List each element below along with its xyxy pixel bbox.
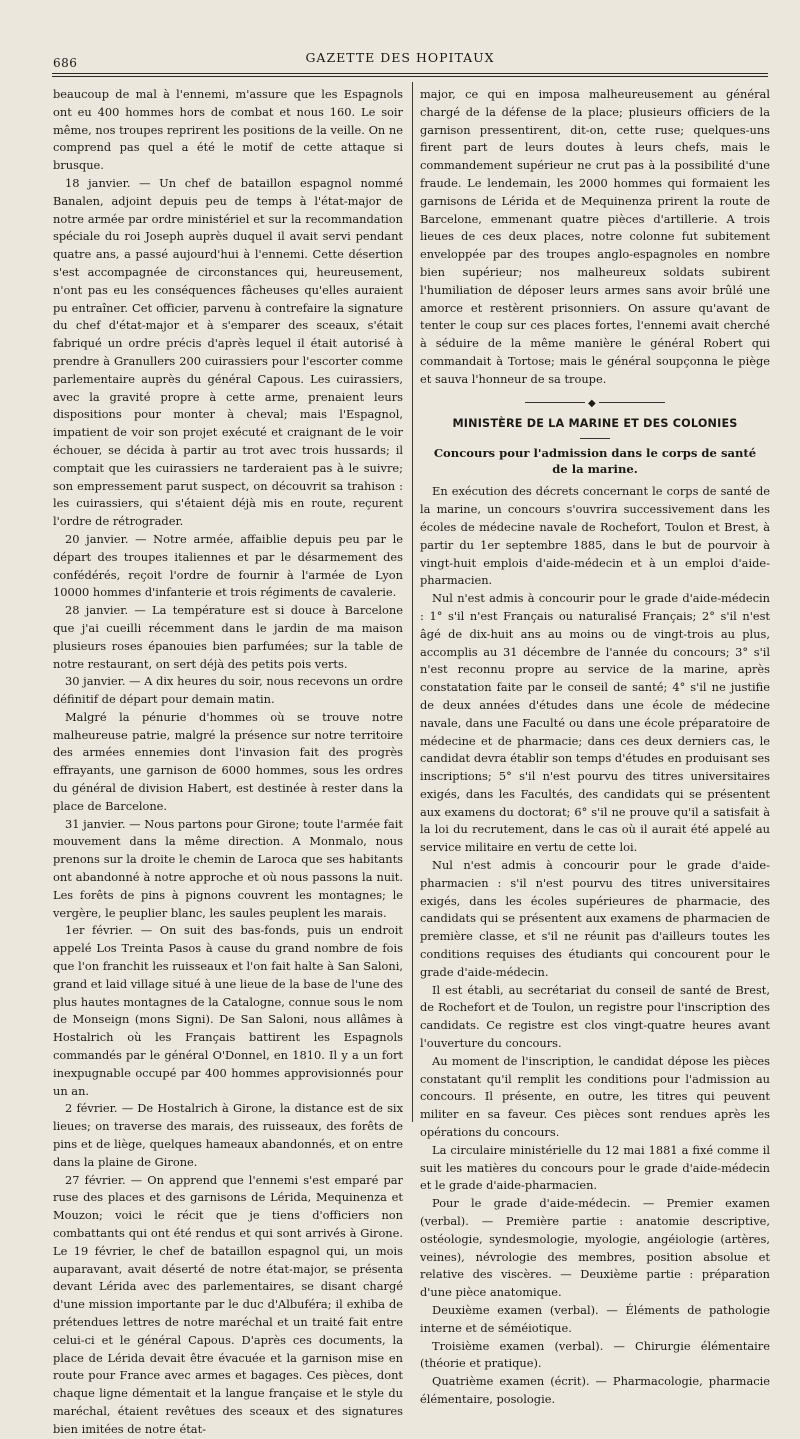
page-number: 686 bbox=[53, 56, 78, 70]
paragraph: 1er février. — On suit des bas-fonds, puis un endroit appelé Los Treinta Pasos à cause du grand nombre de fois que l'on franchit les ruisseaux et l'on fait halte à San Saloni, grand et laid village situé à une lieue de la base de l'une des plus hautes montagnes de la Catalogne, connue sous le nom de Monseign (mons Signi). De San Saloni, nous allâmes à Hostalrich où les Français battirent les Espagnols commandés par le général O'Donnel, en 1810. Il y a un fort inexpugnable occupé par 400 hommes approvisionnés pour un an. bbox=[53, 923, 403, 1098]
paragraph: 28 janvier. — La température est si douce à Barcelone que j'ai cueilli récemment dans le jardin de ma maison plusieurs roses épanouies bien parfumées; sur la table de notre restaurant, on sert déjà des petits pois verts. bbox=[53, 603, 403, 671]
paragraph: 2 février. — De Hostalrich à Girone, la distance est de six lieues; on traverse des marais, des ruisseaux, des forêts de pins et de liège, quelques hameaux abandonnés, et on entre dans la plaine de Girone. bbox=[53, 1101, 403, 1169]
section-ornament: ◆ bbox=[525, 399, 665, 407]
running-head: GAZETTE DES HOPITAUX bbox=[305, 50, 495, 65]
section-title: MINISTÈRE DE LA MARINE ET DES COLONIES bbox=[452, 416, 738, 430]
paragraph: Il est établi, au secrétariat du conseil de santé de Brest, de Rochefort et de Toulon, un registre pour l'inscription des candidats. Ce registre est clos vingt-quatre heures avant l'ouverture du concours. bbox=[420, 982, 770, 1051]
paragraph: Au moment de l'inscription, le candidat dépose les pièces constatant qu'il remplit les conditions pour l'admission au concours. Il présente, en outre, les titres qui peuvent militer en sa faveur. Ces pièces sont rendues après les opérations du concours. bbox=[420, 1053, 770, 1140]
right-column bbox=[420, 86, 770, 1409]
paragraph: 31 janvier. — Nous partons pour Girone; toute l'armée fait mouvement dans la même direction. A Monmalo, nous prenons sur la droite le chemin de Laroca que ses habitants ont abandonné à notre approche et où nous passons la nuit. Les forêts de pins à pignons couvrent les montagnes; le vergère, le peuplier blanc, les saules peuplent les marais. bbox=[53, 816, 403, 920]
paragraph: Nul n'est admis à concourir pour le grade d'aide-pharmacien : s'il n'est pourvu des titres universitaires exigés, dans les écoles supérieures de pharmacie, des candidats qui se présentent aux examens de pharmacien de première classe, et s'il ne réunit pas d'ailleurs toutes les conditions requises des étudiants qui concourent pour le grade d'aide-médecin. bbox=[420, 858, 770, 979]
paragraph: Pour le grade d'aide-médecin. — Premier examen (verbal). — Première partie : anatomie descriptive, ostéologie, syndesmologie, myologie, angéiologie (artères, veines), névrologie des membres, position absolue et relative des viscères. — Deuxième partie : préparation d'une pièce anatomique. bbox=[420, 1196, 770, 1300]
paragraph: Troisième examen (verbal). — Chirurgie élémentaire (théorie et pratique). bbox=[420, 1338, 770, 1371]
column-divider bbox=[412, 82, 413, 1122]
paragraph: 20 janvier. — Notre armée, affaiblie depuis peu par le départ des troupes italiennes et par le désarmement des confédérés, reçoit l'ordre de fournir à l'armée de Lyon 10000 hommes d'infanterie et trois régiments de cavalerie. bbox=[53, 531, 403, 600]
paragraph: major, ce qui en imposa malheureusement au général chargé de la défense de la place; plusieurs officiers de la garnison pressentirent, dit-on, cette ruse; quelques-uns firent part de leurs doutes à leurs chefs, mais le commandement supérieur ne crut pas à la possibilité d'une fraude. Le lendemain, les 2000 hommes qui formaient les garnisons de Lérida et de Mequinenza prirent la route de Barcelone, emmenant quatre pièces d'artillerie. A trois lieues de ces deux places, notre colonne fut subitement enveloppée par des troupes anglo-espagnoles en nombre bien supérieur; nos malheureux soldats subirent l'humiliation de déposer leurs armes sans avoir brûlé une amorce et restèrent prisonniers. On assure qu'avant de tenter le coup sur ces places fortes, l'ennemi avait cherché à séduire de la même manière le général Robert qui commandait à Tortose; mais le général soupçonna le piège et sauva l'honneur de sa troupe. bbox=[420, 87, 770, 386]
paragraph: En exécution des décrets concernant le corps de santé de la marine, un concours s'ouvrira successivement dans les écoles de médecine navale de Rochefort, Toulon et Brest, à partir du 1er septembre 1885, dans le but de pourvoir à vingt-huit emplois d'aide-médecin et à un emploi d'aide-pharmacien. bbox=[420, 484, 770, 588]
article-title: Concours pour l'admission dans le corps de santé de la marine. bbox=[433, 446, 757, 477]
paragraph: La circulaire ministérielle du 12 mai 1881 a fixé comme il suit les matières du concours pour le grade d'aide-médecin et le grade d'aide-pharmacien. bbox=[420, 1142, 770, 1193]
paragraph: Nul n'est admis à concourir pour le grade d'aide-médecin : 1° s'il n'est Français ou naturalisé Français; 2° s'il n'est âgé de dix-huit ans au moins ou de vingt-trois au plus, accomplis au 31 décembre de l'année du concours; 3° s'il n'est reconnu propre au service de la marine, après constatation faite par le conseil de santé; 4° s'il ne justifie de deux années d'études dans une école de médecine navale, dans une Faculté ou dans une école préparatoire de médecine et de pharmacie; dans ces deux derniers cas, le candidat devra établir son temps d'études en produisant ses inscriptions; 5° s'il n'est pourvu des titres universitaires exigés, dans les Facultés, des candidats qui se présentent aux examens du doctorat; 6° s'il ne prouve qu'il a satisfait à la loi du recrutement, dans le cas où il aurait été appelé au service militaire en vertu de cette loi. bbox=[420, 591, 770, 855]
paragraph: Quatrième examen (écrit). — Pharmacologie, pharmacie élémentaire, posologie. bbox=[420, 1374, 770, 1406]
title-rule bbox=[580, 438, 610, 439]
paragraph: beaucoup de mal à l'ennemi, m'assure que les Espagnols ont eu 400 hommes hors de combat et nous 160. Le soir même, nos troupes reprirent les positions de la veille. On ne comprend pas quel a été le motif de cette attaque si brusque. bbox=[53, 87, 403, 173]
paragraph: 30 janvier. — A dix heures du soir, nous recevons un ordre définitif de départ pour demain matin. bbox=[53, 674, 403, 707]
left-column bbox=[53, 86, 403, 1439]
paragraph: 18 janvier. — Un chef de bataillon espagnol nommé Banalen, adjoint depuis peu de temps à l'état-major de notre armée par ordre ministériel et sur la recommandation spéciale du roi Joseph auprès duquel il avait servi pendant quatre ans, a passé aujourd'hui à l'ennemi. Cette désertion s'est accompagnée de circonstances qui, heureusement, n'ont pas eu les conséquences fâcheuses qu'elles auraient pu entraîner. Cet officier, parvenu à contrefaire la signature du chef d'état-major et à s'emparer des sceaux, s'était fabriqué un ordre précis d'après lequel il était autorisé à prendre à Granullers 200 cuirassiers pour l'escorter comme parlementaire auprès du général Capous. Les cuirassiers, avec la gravité propre à cette arme, prenaient leurs dispositions pour monter à cheval; mais l'Espagnol, impatient de voir son projet exécuté et craignant de le voir échouer, se décida à partir au trot avec trois hussards; il comptait que les cuirassiers ne tarderaient pas à le suivre; son empressement parut suspect, on découvrit sa trahison : les cuirassiers, qui s'étaient déjà mis en route, reçurent l'ordre de rétrograder. bbox=[53, 175, 403, 529]
header-rule bbox=[52, 73, 768, 74]
paragraph: Deuxième examen (verbal). — Éléments de pathologie interne et de séméiotique. bbox=[420, 1303, 770, 1335]
paragraph: 27 février. — On apprend que l'ennemi s'est emparé par ruse des places et des garnisons de Lérida, Mequinenza et Mouzon; voici le récit que je tiens d'officiers non combattants qui ont été rendus et qui sont arrivés à Girone. Le 19 février, le chef de bataillon espagnol qui, un mois auparavant, avait déserté de notre état-major, se présenta devant Lérida avec des parlementaires, se disant chargé d'une mission importante par le duc d'Albuféra; il exhiba de prétendues lettres de notre maréchal et un traité fait entre celui-ci et le général Capous. D'après ces documents, la place de Lérida devait être évacuée et la garnison mise en route pour France avec armes et bagages. Ces pièces, dont chaque ligne démentait et la langue française et le style du maréchal, étaient revêtues des sceaux et des signatures bien imitées de notre état- bbox=[53, 1172, 403, 1436]
paragraph: Malgré la pénurie d'hommes où se trouve notre malheureuse patrie, malgré la présence sur notre territoire des armées ennemies dont l'invasion fait des progrès effrayants, une garnison de 6000 hommes, sous les ordres du général de division Habert, est destinée à rester dans la place de Barcelone. bbox=[53, 709, 403, 813]
header-rule-thin bbox=[52, 76, 768, 77]
